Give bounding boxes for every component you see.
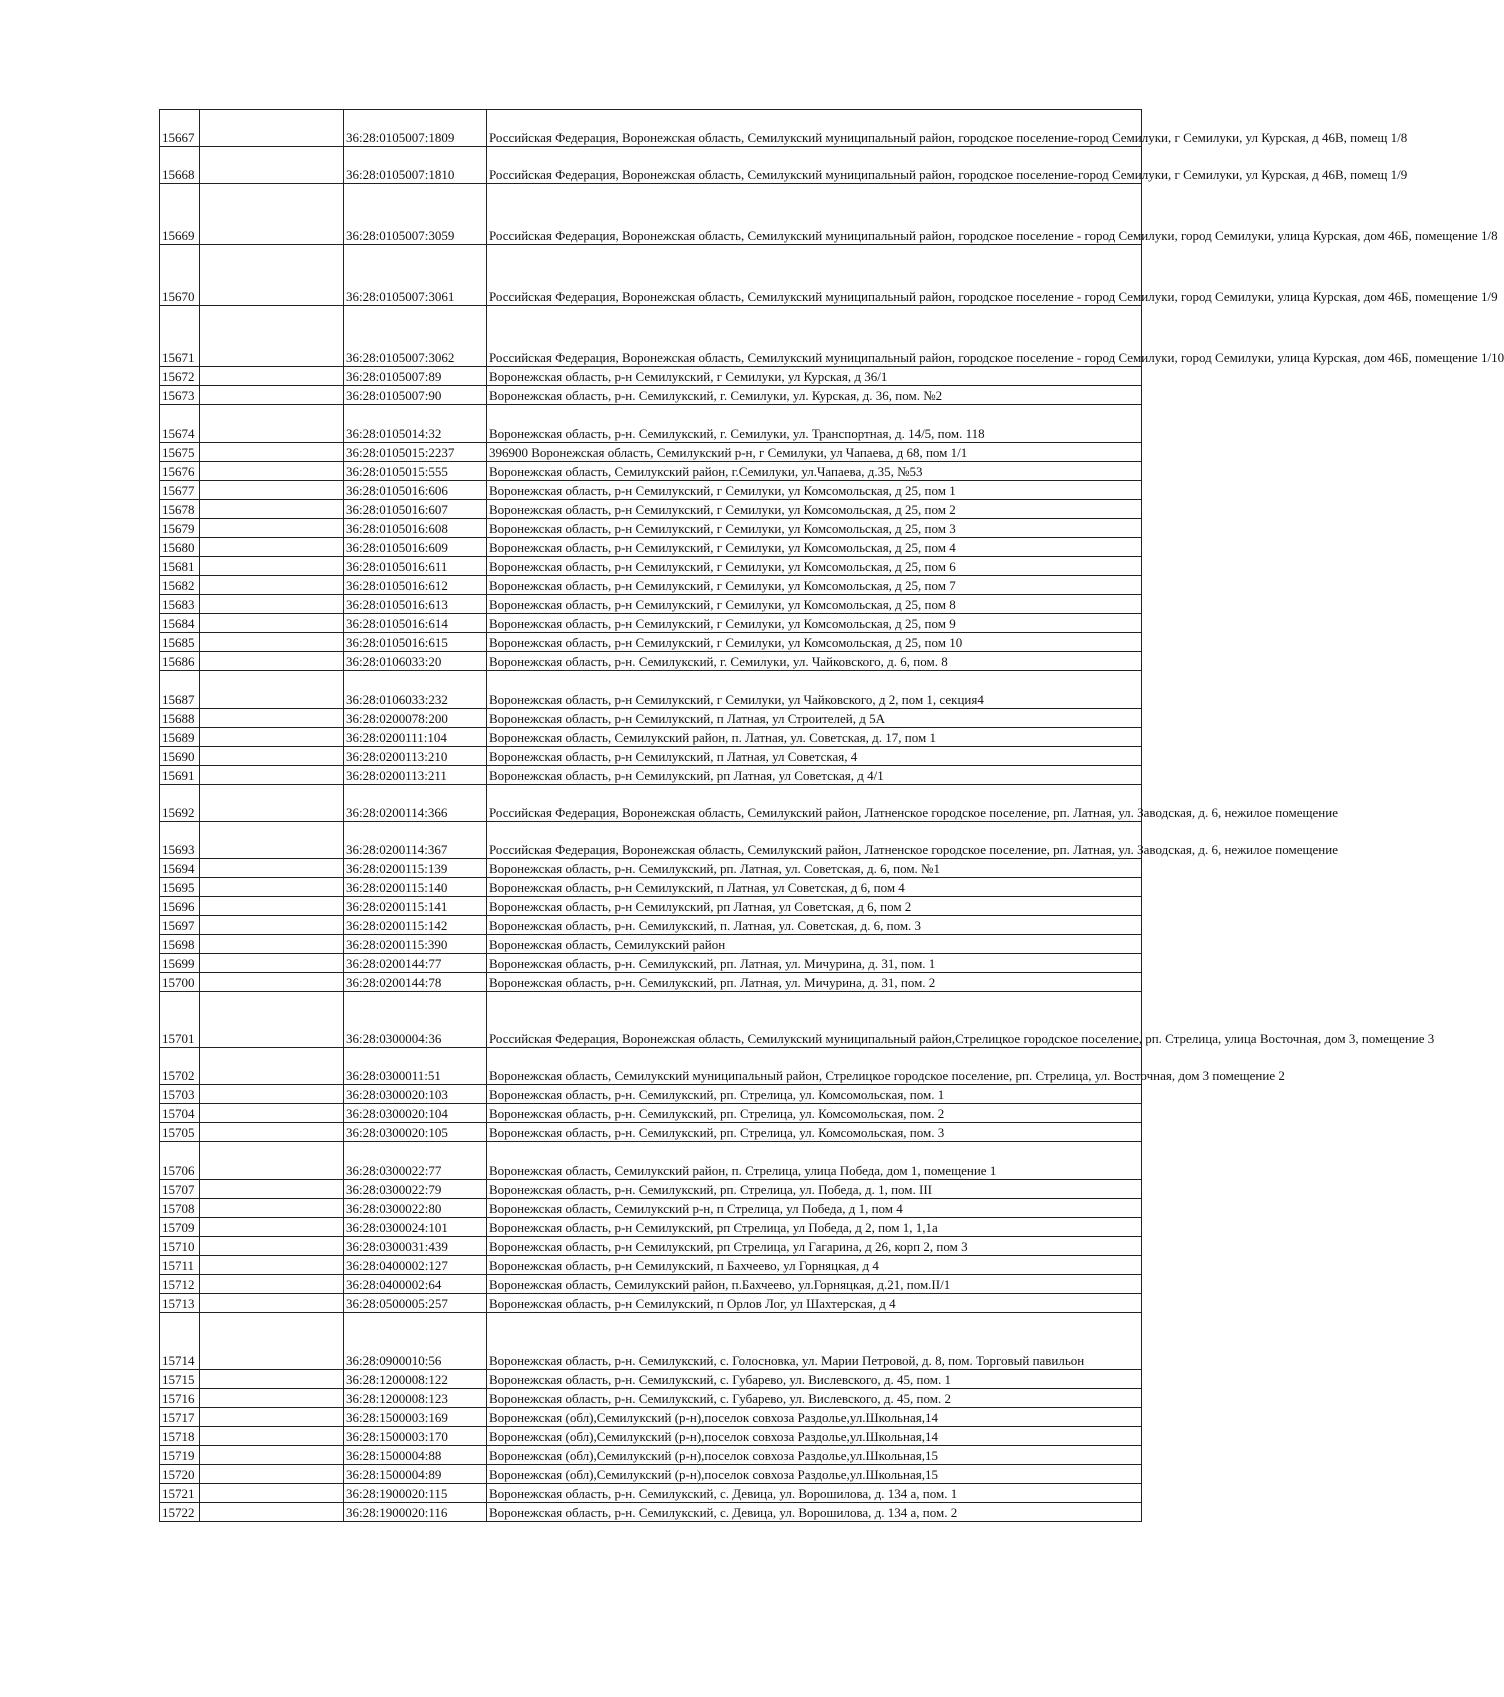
table-row [160, 1123, 1142, 1142]
table-row [160, 1465, 1142, 1484]
cadastral-number-cell: 36:28:0200115:390 [344, 935, 487, 954]
table-row [160, 614, 1142, 633]
address-cell: Воронежская область, р-н. Семилукский, рп. Стрелица, ул. Комсомольская, пом. 2 [487, 1104, 1142, 1123]
address-cell: Российская Федерация, Воронежская область, Семилукский муниципальный район, городское поселение - город Семилуки, город Семилуки, улица Курская, дом 46Б, помещение 1/8 [487, 184, 1142, 245]
empty-cell [200, 557, 344, 576]
address-cell: Российская Федерация, Воронежская область, Семилукский муниципальный район, городское поселение-город Семилуки, г Семилуки, ул Курская, д 46В, помещ 1/9 [487, 147, 1142, 184]
table-row [160, 954, 1142, 973]
address-cell: Воронежская область, р-н. Семилукский, с. Голосновка, ул. Марии Петровой, д. 8, пом. Торговый павильон [487, 1313, 1142, 1370]
empty-cell [200, 595, 344, 614]
cadastral-number-cell: 36:28:0200113:211 [344, 766, 487, 785]
table-row [160, 110, 1142, 147]
row-number-cell: 15696 [160, 897, 200, 916]
address-cell: Воронежская область, Семилукский район, п.Бахчеево, ул.Горняцкая, д.21, пом.II/1 [487, 1275, 1142, 1294]
cadastral-number-cell: 36:28:1200008:122 [344, 1370, 487, 1389]
row-number-cell: 15718 [160, 1427, 200, 1446]
table-row [160, 443, 1142, 462]
row-number-cell: 15669 [160, 184, 200, 245]
address-cell: Российская Федерация, Воронежская область, Семилукский муниципальный район, городское поселение - город Семилуки, город Семилуки, улица Курская, дом 46Б, помещение 1/9 [487, 245, 1142, 306]
empty-cell [200, 1104, 344, 1123]
cadastral-number-cell: 36:28:1500004:89 [344, 1465, 487, 1484]
table-row [160, 747, 1142, 766]
table-row [160, 728, 1142, 747]
row-number-cell: 15677 [160, 481, 200, 500]
empty-cell [200, 1313, 344, 1370]
row-number-cell: 15673 [160, 386, 200, 405]
table-row [160, 897, 1142, 916]
table-row [160, 1427, 1142, 1446]
address-cell: Воронежская область, р-н. Семилукский, рп. Стрелица, ул. Победа, д. 1, пом. III [487, 1180, 1142, 1199]
address-cell: Воронежская область, р-н Семилукский, п Латная, ул Советская, 4 [487, 747, 1142, 766]
address-cell: Воронежская область, Семилукский район [487, 935, 1142, 954]
row-number-cell: 15699 [160, 954, 200, 973]
empty-cell [200, 1446, 344, 1465]
address-cell: Российская Федерация, Воронежская область, Семилукский муниципальный район, городское поселение - город Семилуки, город Семилуки, улица Курская, дом 46Б, помещение 1/10 [487, 306, 1142, 367]
table-row [160, 1085, 1142, 1104]
row-number-cell: 15707 [160, 1180, 200, 1199]
table-row [160, 709, 1142, 728]
cadastral-number-cell: 36:28:0300020:105 [344, 1123, 487, 1142]
address-cell: Воронежская область, р-н Семилукский, г Семилуки, ул Комсомольская, д 25, пом 1 [487, 481, 1142, 500]
cadastral-number-cell: 36:28:0105007:3061 [344, 245, 487, 306]
table-row [160, 859, 1142, 878]
address-cell: Воронежская область, р-н Семилукский, г Семилуки, ул Комсомольская, д 25, пом 6 [487, 557, 1142, 576]
table-row [160, 1446, 1142, 1465]
table-row [160, 405, 1142, 443]
row-number-cell: 15711 [160, 1256, 200, 1275]
table-row [160, 1389, 1142, 1408]
empty-cell [200, 992, 344, 1048]
address-cell: Воронежская область, р-н Семилукский, п Латная, ул Советская, д 6, пом 4 [487, 878, 1142, 897]
table-row [160, 245, 1142, 306]
address-cell: Воронежская область, р-н Семилукский, п Орлов Лог, ул Шахтерская, д 4 [487, 1294, 1142, 1313]
cadastral-number-cell: 36:28:0105007:89 [344, 367, 487, 386]
table-row [160, 671, 1142, 709]
row-number-cell: 15672 [160, 367, 200, 386]
table-row [160, 367, 1142, 386]
row-number-cell: 15675 [160, 443, 200, 462]
address-cell: Воронежская область, р-н. Семилукский, с. Губарево, ул. Вислевского, д. 45, пом. 1 [487, 1370, 1142, 1389]
row-number-cell: 15691 [160, 766, 200, 785]
cadastral-number-cell: 36:28:0106033:232 [344, 671, 487, 709]
row-number-cell: 15689 [160, 728, 200, 747]
cadastral-number-cell: 36:28:0200144:77 [344, 954, 487, 973]
empty-cell [200, 878, 344, 897]
cadastral-number-cell: 36:28:0105016:606 [344, 481, 487, 500]
table-row [160, 822, 1142, 859]
empty-cell [200, 916, 344, 935]
address-cell: Российская Федерация, Воронежская область, Семилукский район, Латненское городское поселение, рп. Латная, ул. Заводская, д. 6, нежилое помещение [487, 822, 1142, 859]
empty-cell [200, 1503, 344, 1522]
table-row [160, 557, 1142, 576]
row-number-cell: 15676 [160, 462, 200, 481]
empty-cell [200, 1256, 344, 1275]
table-row [160, 1313, 1142, 1370]
table-row [160, 1199, 1142, 1218]
empty-cell [200, 633, 344, 652]
cadastral-number-cell: 36:28:1500003:169 [344, 1408, 487, 1427]
address-cell: Воронежская область, р-н Семилукский, г Семилуки, ул Комсомольская, д 25, пом 8 [487, 595, 1142, 614]
cadastral-number-cell: 36:28:0200078:200 [344, 709, 487, 728]
cadastral-number-cell: 36:28:0200111:104 [344, 728, 487, 747]
row-number-cell: 15715 [160, 1370, 200, 1389]
empty-cell [200, 614, 344, 633]
cadastral-number-cell: 36:28:0105007:1809 [344, 110, 487, 147]
empty-cell [200, 306, 344, 367]
row-number-cell: 15683 [160, 595, 200, 614]
row-number-cell: 15710 [160, 1237, 200, 1256]
cadastral-number-cell: 36:28:0105016:613 [344, 595, 487, 614]
table-row [160, 652, 1142, 671]
row-number-cell: 15698 [160, 935, 200, 954]
cadastral-number-cell: 36:28:0400002:64 [344, 1275, 487, 1294]
empty-cell [200, 1123, 344, 1142]
address-cell: Воронежская область, Семилукский муниципальный район, Стрелицкое городское поселение, рп. Стрелица, ул. Восточная, дом 3 помещение 2 [487, 1048, 1142, 1085]
row-number-cell: 15687 [160, 671, 200, 709]
address-cell: Воронежская область, р-н. Семилукский, с. Девица, ул. Ворошилова, д. 134 а, пом. 2 [487, 1503, 1142, 1522]
address-cell: Воронежская область, Семилукский район, п. Стрелица, улица Победа, дом 1, помещение 1 [487, 1142, 1142, 1180]
empty-cell [200, 443, 344, 462]
address-cell: Воронежская область, р-н Семилукский, рп Латная, ул Советская, д 6, пом 2 [487, 897, 1142, 916]
table-row [160, 992, 1142, 1048]
table-row [160, 538, 1142, 557]
cadastral-number-cell: 36:28:0105007:3062 [344, 306, 487, 367]
empty-cell [200, 245, 344, 306]
empty-cell [200, 405, 344, 443]
empty-cell [200, 652, 344, 671]
table-row [160, 1256, 1142, 1275]
empty-cell [200, 519, 344, 538]
row-number-cell: 15709 [160, 1218, 200, 1237]
table-row [160, 1180, 1142, 1199]
address-cell: Воронежская область, р-н. Семилукский, рп. Латная, ул. Советская, д. 6, пом. №1 [487, 859, 1142, 878]
address-cell: Воронежская область, р-н. Семилукский, п. Латная, ул. Советская, д. 6, пом. 3 [487, 916, 1142, 935]
empty-cell [200, 1370, 344, 1389]
empty-cell [200, 1294, 344, 1313]
empty-cell [200, 747, 344, 766]
empty-cell [200, 935, 344, 954]
address-cell: Воронежская область, Семилукский р-н, п Стрелица, ул Победа, д 1, пом 4 [487, 1199, 1142, 1218]
table-row [160, 1408, 1142, 1427]
table-row [160, 576, 1142, 595]
empty-cell [200, 897, 344, 916]
address-cell: Воронежская область, р-н Семилукский, рп Латная, ул Советская, д 4/1 [487, 766, 1142, 785]
address-cell: Воронежская область, р-н Семилукский, г Семилуки, ул Комсомольская, д 25, пом 4 [487, 538, 1142, 557]
empty-cell [200, 973, 344, 992]
cadastral-number-cell: 36:28:0300020:104 [344, 1104, 487, 1123]
empty-cell [200, 1199, 344, 1218]
row-number-cell: 15721 [160, 1484, 200, 1503]
row-number-cell: 15686 [160, 652, 200, 671]
cadastral-number-cell: 36:28:0105007:1810 [344, 147, 487, 184]
address-cell: Российская Федерация, Воронежская область, Семилукский муниципальный район, городское поселение-город Семилуки, г Семилуки, ул Курская, д 46В, помещ 1/8 [487, 110, 1142, 147]
address-cell: Воронежская (обл),Семилукский (р-н),поселок совхоза Раздолье,ул.Школьная,14 [487, 1427, 1142, 1446]
row-number-cell: 15704 [160, 1104, 200, 1123]
table-row [160, 1104, 1142, 1123]
empty-cell [200, 147, 344, 184]
table-row [160, 500, 1142, 519]
property-registry-table [159, 109, 1504, 1522]
address-cell: Воронежская область, р-н Семилукский, рп Стрелица, ул Гагарина, д 26, корп 2, пом 3 [487, 1237, 1142, 1256]
row-number-cell: 15671 [160, 306, 200, 367]
row-number-cell: 15692 [160, 785, 200, 822]
empty-cell [200, 1389, 344, 1408]
empty-cell [200, 766, 344, 785]
empty-cell [200, 386, 344, 405]
table-row [160, 519, 1142, 538]
row-number-cell: 15688 [160, 709, 200, 728]
empty-cell [200, 1465, 344, 1484]
cadastral-number-cell: 36:28:0200113:210 [344, 747, 487, 766]
empty-cell [200, 954, 344, 973]
cadastral-number-cell: 36:28:0200115:142 [344, 916, 487, 935]
table-row [160, 1294, 1142, 1313]
cadastral-number-cell: 36:28:0105016:608 [344, 519, 487, 538]
table-row [160, 1237, 1142, 1256]
cadastral-number-cell: 36:28:0300022:79 [344, 1180, 487, 1199]
row-number-cell: 15712 [160, 1275, 200, 1294]
cadastral-number-cell: 36:28:1200008:123 [344, 1389, 487, 1408]
cadastral-number-cell: 36:28:1900020:116 [344, 1503, 487, 1522]
cadastral-number-cell: 36:28:0105007:90 [344, 386, 487, 405]
empty-cell [200, 785, 344, 822]
row-number-cell: 15703 [160, 1085, 200, 1104]
cadastral-number-cell: 36:28:0300031:439 [344, 1237, 487, 1256]
address-cell: Воронежская область, р-н. Семилукский, г. Семилуки, ул. Курская, д. 36, пом. №2 [487, 386, 1142, 405]
table-row [160, 1142, 1142, 1180]
table-row [160, 184, 1142, 245]
table-row [160, 1370, 1142, 1389]
cadastral-number-cell: 36:28:0105016:609 [344, 538, 487, 557]
address-cell: Воронежская область, р-н. Семилукский, рп. Стрелица, ул. Комсомольская, пом. 3 [487, 1123, 1142, 1142]
row-number-cell: 15682 [160, 576, 200, 595]
cadastral-number-cell: 36:28:0105007:3059 [344, 184, 487, 245]
address-cell: Воронежская область, р-н Семилукский, п Латная, ул Строителей, д 5А [487, 709, 1142, 728]
address-cell: Воронежская область, р-н Семилукский, г Семилуки, ул Курская, д 36/1 [487, 367, 1142, 386]
empty-cell [200, 709, 344, 728]
empty-cell [200, 1085, 344, 1104]
empty-cell [200, 576, 344, 595]
row-number-cell: 15684 [160, 614, 200, 633]
cadastral-number-cell: 36:28:1900020:115 [344, 1484, 487, 1503]
table-row [160, 1048, 1142, 1085]
empty-cell [200, 1142, 344, 1180]
empty-cell [200, 859, 344, 878]
cadastral-number-cell: 36:28:0105016:615 [344, 633, 487, 652]
row-number-cell: 15720 [160, 1465, 200, 1484]
row-number-cell: 15722 [160, 1503, 200, 1522]
address-cell: Воронежская (обл),Семилукский (р-н),поселок совхоза Раздолье,ул.Школьная,14 [487, 1408, 1142, 1427]
empty-cell [200, 1237, 344, 1256]
table-row [160, 1484, 1142, 1503]
table-row [160, 935, 1142, 954]
empty-cell [200, 1180, 344, 1199]
address-cell: Воронежская область, р-н. Семилукский, с. Губарево, ул. Вислевского, д. 45, пом. 2 [487, 1389, 1142, 1408]
table-row [160, 462, 1142, 481]
row-number-cell: 15705 [160, 1123, 200, 1142]
table-row [160, 916, 1142, 935]
cadastral-number-cell: 36:28:0300020:103 [344, 1085, 487, 1104]
cadastral-number-cell: 36:28:0200114:366 [344, 785, 487, 822]
address-cell: Воронежская область, р-н Семилукский, г Семилуки, ул Комсомольская, д 25, пом 9 [487, 614, 1142, 633]
table-row [160, 595, 1142, 614]
cadastral-number-cell: 36:28:0200114:367 [344, 822, 487, 859]
address-cell: Воронежская область, р-н Семилукский, г Семилуки, ул Комсомольская, д 25, пом 2 [487, 500, 1142, 519]
empty-cell [200, 1408, 344, 1427]
row-number-cell: 15719 [160, 1446, 200, 1465]
cadastral-number-cell: 36:28:0900010:56 [344, 1313, 487, 1370]
address-cell: Воронежская область, р-н Семилукский, п Бахчеево, ул Горняцкая, д 4 [487, 1256, 1142, 1275]
table-row [160, 1218, 1142, 1237]
cadastral-number-cell: 36:28:0200115:140 [344, 878, 487, 897]
cadastral-number-cell: 36:28:0105015:2237 [344, 443, 487, 462]
registry-table-body [160, 110, 1504, 1522]
table-row [160, 1503, 1142, 1522]
empty-cell [200, 1484, 344, 1503]
cadastral-number-cell: 36:28:1500003:170 [344, 1427, 487, 1446]
table-row [160, 766, 1142, 785]
row-number-cell: 15674 [160, 405, 200, 443]
cadastral-number-cell: 36:28:0300004:36 [344, 992, 487, 1048]
address-cell: Воронежская область, Семилукский район, п. Латная, ул. Советская, д. 17, пом 1 [487, 728, 1142, 747]
row-number-cell: 15702 [160, 1048, 200, 1085]
row-number-cell: 15690 [160, 747, 200, 766]
address-cell: Воронежская область, р-н. Семилукский, г. Семилуки, ул. Чайковского, д. 6, пом. 8 [487, 652, 1142, 671]
empty-cell [200, 671, 344, 709]
empty-cell [200, 538, 344, 557]
row-number-cell: 15678 [160, 500, 200, 519]
address-cell: 396900 Воронежская область, Семилукский р-н, г Семилуки, ул Чапаева, д 68, пом 1/1 [487, 443, 1142, 462]
cadastral-number-cell: 36:28:0200115:139 [344, 859, 487, 878]
empty-cell [200, 481, 344, 500]
cadastral-number-cell: 36:28:0105015:555 [344, 462, 487, 481]
address-cell: Воронежская область, Семилукский район, г.Семилуки, ул.Чапаева, д.35, №53 [487, 462, 1142, 481]
cadastral-number-cell: 36:28:0500005:257 [344, 1294, 487, 1313]
table-row [160, 973, 1142, 992]
row-number-cell: 15695 [160, 878, 200, 897]
cadastral-number-cell: 36:28:0105016:614 [344, 614, 487, 633]
address-cell: Российская Федерация, Воронежская область, Семилукский муниципальный район,Стрелицкое городское поселение, рп. Стрелица, улица Восточная, дом 3, помещение 3 [487, 992, 1142, 1048]
row-number-cell: 15685 [160, 633, 200, 652]
empty-cell [200, 728, 344, 747]
table-row [160, 878, 1142, 897]
row-number-cell: 15714 [160, 1313, 200, 1370]
address-cell: Воронежская область, р-н. Семилукский, рп. Латная, ул. Мичурина, д. 31, пом. 2 [487, 973, 1142, 992]
row-number-cell: 15717 [160, 1408, 200, 1427]
cadastral-number-cell: 36:28:0400002:127 [344, 1256, 487, 1275]
address-cell: Российская Федерация, Воронежская область, Семилукский район, Латненское городское поселение, рп. Латная, ул. Заводская, д. 6, нежилое помещение [487, 785, 1142, 822]
row-number-cell: 15693 [160, 822, 200, 859]
empty-cell [200, 1048, 344, 1085]
row-number-cell: 15708 [160, 1199, 200, 1218]
empty-cell [200, 367, 344, 386]
cadastral-number-cell: 36:28:0105016:607 [344, 500, 487, 519]
empty-cell [200, 1218, 344, 1237]
row-number-cell: 15680 [160, 538, 200, 557]
row-number-cell: 15716 [160, 1389, 200, 1408]
cadastral-number-cell: 36:28:0300011:51 [344, 1048, 487, 1085]
cadastral-number-cell: 36:28:0300022:80 [344, 1199, 487, 1218]
row-number-cell: 15706 [160, 1142, 200, 1180]
cadastral-number-cell: 36:28:0200115:141 [344, 897, 487, 916]
empty-cell [200, 462, 344, 481]
row-number-cell: 15667 [160, 110, 200, 147]
cadastral-number-cell: 36:28:0105016:611 [344, 557, 487, 576]
empty-cell [200, 110, 344, 147]
row-number-cell: 15694 [160, 859, 200, 878]
empty-cell [200, 1427, 344, 1446]
cadastral-number-cell: 36:28:0106033:20 [344, 652, 487, 671]
empty-cell [200, 184, 344, 245]
table-row [160, 1275, 1142, 1294]
address-cell: Воронежская область, р-н. Семилукский, с. Девица, ул. Ворошилова, д. 134 а, пом. 1 [487, 1484, 1142, 1503]
row-number-cell: 15701 [160, 992, 200, 1048]
row-number-cell: 15670 [160, 245, 200, 306]
address-cell: Воронежская область, р-н Семилукский, г Семилуки, ул Комсомольская, д 25, пом 7 [487, 576, 1142, 595]
row-number-cell: 15697 [160, 916, 200, 935]
table-row [160, 386, 1142, 405]
cadastral-number-cell: 36:28:0105014:32 [344, 405, 487, 443]
cadastral-number-cell: 36:28:0200144:78 [344, 973, 487, 992]
address-cell: Воронежская область, р-н Семилукский, г Семилуки, ул Комсомольская, д 25, пом 3 [487, 519, 1142, 538]
address-cell: Воронежская область, р-н. Семилукский, г. Семилуки, ул. Транспортная, д. 14/5, пом. 118 [487, 405, 1142, 443]
row-number-cell: 15700 [160, 973, 200, 992]
empty-cell [200, 1275, 344, 1294]
table-row [160, 147, 1142, 184]
address-cell: Воронежская (обл),Семилукский (р-н),поселок совхоза Раздолье,ул.Школьная,15 [487, 1446, 1142, 1465]
row-number-cell: 15681 [160, 557, 200, 576]
row-number-cell: 15668 [160, 147, 200, 184]
address-cell: Воронежская область, р-н Семилукский, г Семилуки, ул Комсомольская, д 25, пом 10 [487, 633, 1142, 652]
table-row [160, 481, 1142, 500]
address-cell: Воронежская область, р-н. Семилукский, рп. Латная, ул. Мичурина, д. 31, пом. 1 [487, 954, 1142, 973]
address-cell: Воронежская область, р-н Семилукский, рп Стрелица, ул Победа, д 2, пом 1, 1,1а [487, 1218, 1142, 1237]
row-number-cell: 15679 [160, 519, 200, 538]
table-row [160, 633, 1142, 652]
address-cell: Воронежская область, р-н. Семилукский, рп. Стрелица, ул. Комсомольская, пом. 1 [487, 1085, 1142, 1104]
cadastral-number-cell: 36:28:1500004:88 [344, 1446, 487, 1465]
cadastral-number-cell: 36:28:0105016:612 [344, 576, 487, 595]
address-cell: Воронежская (обл),Семилукский (р-н),поселок совхоза Раздолье,ул.Школьная,15 [487, 1465, 1142, 1484]
empty-cell [200, 822, 344, 859]
empty-cell [200, 500, 344, 519]
table-row [160, 306, 1142, 367]
cadastral-number-cell: 36:28:0300024:101 [344, 1218, 487, 1237]
address-cell: Воронежская область, р-н Семилукский, г Семилуки, ул Чайковского, д 2, пом 1, секция4 [487, 671, 1142, 709]
table-row [160, 785, 1142, 822]
row-number-cell: 15713 [160, 1294, 200, 1313]
cadastral-number-cell: 36:28:0300022:77 [344, 1142, 487, 1180]
